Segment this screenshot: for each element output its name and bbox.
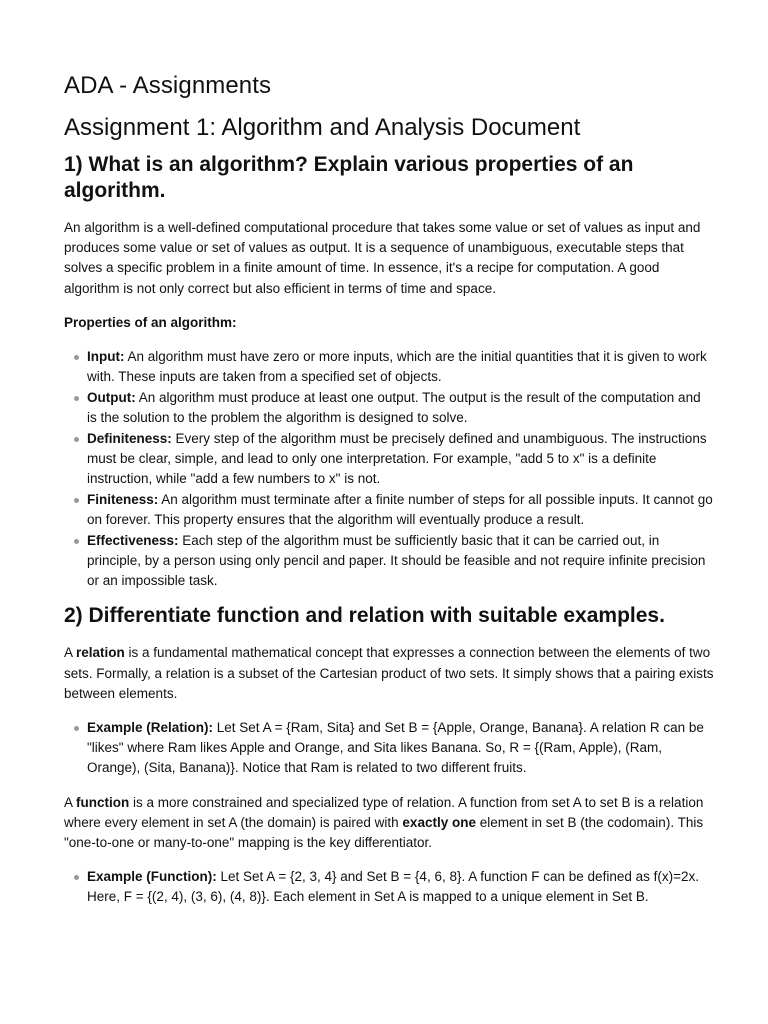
example-term: Example (Relation): (87, 720, 214, 736)
property-item-input (87, 347, 714, 387)
example-term: Example (Function): (87, 869, 217, 885)
function-example-list (64, 867, 714, 907)
exactly-one-emphasis: exactly one (402, 814, 476, 830)
document-page (64, 70, 714, 908)
function-term: function (76, 794, 130, 810)
text-fragment: A (64, 794, 77, 810)
algorithm-definition-paragraph: An algorithm is a well-defined computational procedure that takes some value or set of values as input and produces some value or set of values as output. It is a sequence of unambiguous, executable steps that solves a specific problem in a finite amount of time. In essence, it's a recipe for computation. A good algorithm is not only correct but also efficient in terms of time and space. (64, 220, 701, 296)
property-term: Input: (87, 349, 125, 365)
property-text: An algorithm must produce at least one output. The output is the result of the computation and is the solution to the problem the algorithm is designed to solve. (87, 389, 701, 426)
property-term: Output: (87, 389, 136, 405)
function-example-item (87, 867, 714, 907)
property-item-effectiveness (87, 531, 714, 592)
relation-example-item (87, 718, 714, 779)
properties-list (64, 347, 714, 591)
text-fragment: A (64, 645, 77, 661)
properties-label-paragraph (64, 313, 714, 333)
question-2-heading: 2) Differentiate function and relation with suitable examples. (64, 604, 665, 628)
property-term: Finiteness: (87, 491, 159, 507)
relation-example-list (64, 718, 714, 779)
property-text: Every step of the algorithm must be precisely defined and unambiguous. The instructions must be clear, simple, and lead to only one interpretation. For example, "add 5 to x" is a definite instruction, while "add a few numbers to x" is not. (87, 430, 707, 487)
relation-definition-paragraph (64, 643, 714, 704)
function-definition-paragraph (64, 793, 714, 854)
assignment-title: Assignment 1: Algorithm and Analysis Document (64, 114, 581, 141)
text-fragment: is a fundamental mathematical concept that expresses a connection between the elements of two sets. Formally, a relation is a subset of the Cartesian product of two sets. It simply shows that a pairing exists between elements. (64, 645, 714, 701)
properties-label: Properties of an algorithm: (64, 314, 237, 330)
example-text: Let Set A = {2, 3, 4} and Set B = {4, 6, 8}. A function F can be defined as f(x)=2x. Here, F = {(2, 4), (3, 6), (4, 8)}. Each element in Set A is mapped to a unique element in Set B. (87, 869, 699, 905)
property-item-definiteness (87, 429, 714, 490)
document-title: ADA - Assignments (64, 72, 272, 99)
text-fragment: is a more constrained and specialized type of relation. A function from set A to set B is a relation where every element in set A (the domain) is paired with (64, 794, 704, 830)
property-text: An algorithm must have zero or more inputs, which are the initial quantities that it is given to work with. These inputs are taken from a specified set of objects. (87, 349, 707, 385)
property-text: Each step of the algorithm must be sufficiently basic that it can be carried out, in principle, by a person using only pencil and paper. It should be feasible and not require infinite precision or an impossible task. (87, 532, 706, 589)
property-item-output (87, 388, 714, 428)
text-fragment: element in set B (the codomain). This "one-to-one or many-to-one" mapping is the key differentiator. (64, 814, 704, 851)
property-text: An algorithm must terminate after a finite number of steps for all possible inputs. It cannot go on forever. This property ensures that the algorithm will eventually produce a result. (87, 491, 713, 528)
relation-term: relation (76, 645, 125, 661)
property-term: Definiteness: (87, 430, 172, 446)
property-item-finiteness (87, 490, 714, 530)
property-term: Effectiveness: (87, 532, 179, 548)
question-1-heading: 1) What is an algorithm? Explain various properties of an algorithm. (64, 153, 634, 202)
example-text: Let Set A = {Ram, Sita} and Set B = {Apple, Orange, Banana}. A relation R can be "likes" where Ram likes Apple and Orange, and Sita likes Banana. So, R = {(Ram, Apple), (Ram, Orange), (Sita, Banana)}. Notice that Ram is related to two different fruits. (87, 720, 704, 776)
